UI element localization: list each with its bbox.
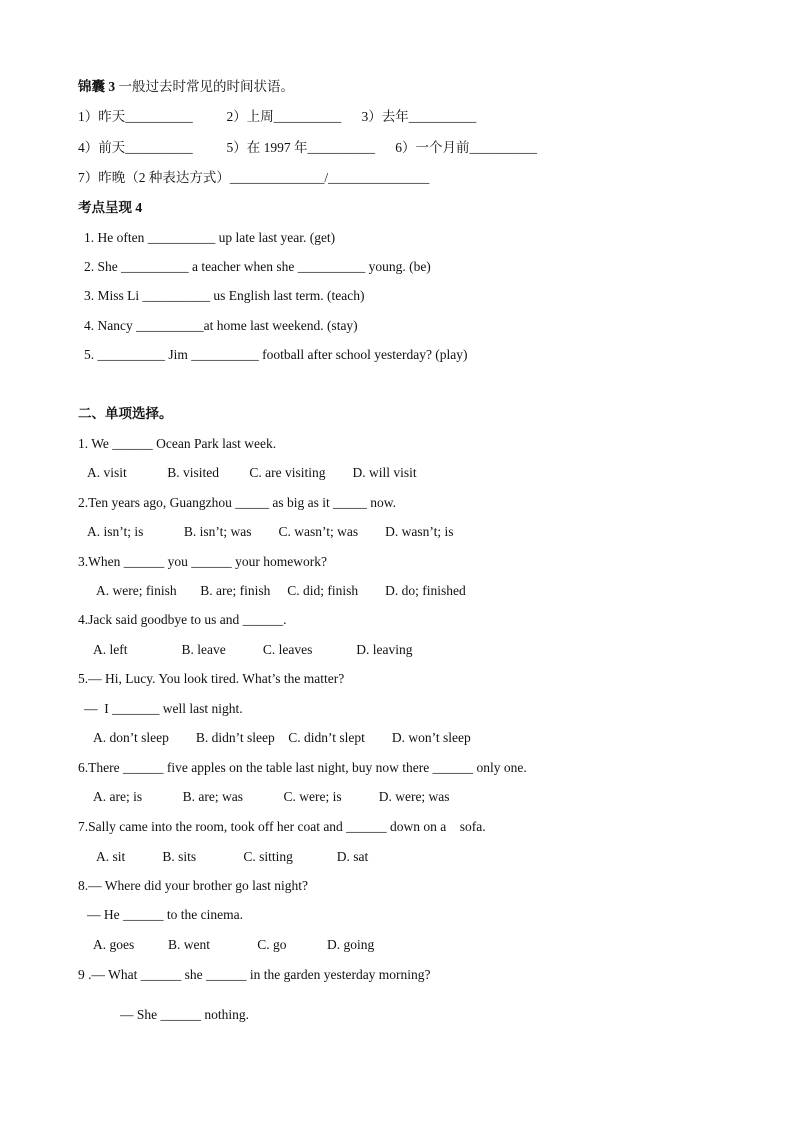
q4-stem: 4.Jack said goodbye to us and ______. [78,612,287,627]
exam-item-1: 1. He often __________ up late last year. (get) [84,230,336,245]
q7-options: A. sit B. sits C. sitting D. sat [96,849,369,864]
q8-reply: — He ______ to the cinema. [87,907,243,922]
q8-options: A. goes B. went C. go D. going [93,937,375,952]
q5-options: A. don’t sleep B. didn’t sleep C. didn’t slept D. won’t sleep [93,730,471,745]
exam-item-2: 2. She __________ a teacher when she __________ young. (be) [84,259,431,274]
q1-stem: 1. We ______ Ocean Park last week. [78,436,277,451]
tips-title-rest: 一般过去时常见的时间状语。 [115,79,294,94]
q3-stem: 3.When ______ you ______ your homework? [78,554,327,569]
q9-reply: — She ______ nothing. [120,1007,250,1022]
tips-title-bold: 锦囊 3 [78,79,116,94]
q6-options: A. are; is B. are; was C. were; is D. were; was [93,789,450,804]
tips-title [78,78,294,96]
exam-item-5: 5. __________ Jim __________ football after school yesterday? (play) [84,347,468,362]
q7-stem: 7.Sally came into the room, took off her coat and ______ down on a sofa. [78,819,486,834]
q3-options: A. were; finish B. are; finish C. did; finish D. do; finished [96,583,466,598]
q2-options: A. isn’t; is B. isn’t; was C. wasn’t; was D. wasn’t; is [87,524,454,539]
q6-stem: 6.There ______ five apples on the table last night, buy now there ______ only one. [78,760,527,775]
tips-row-2: 4）前天__________ 5）在 1997 年__________ 6）一个月前__________ [78,140,537,155]
exam-section-heading: 考点呈现 4 [78,200,143,215]
q5-stem: 5.— Hi, Lucy. You look tired. What’s the matter? [78,671,345,686]
exam-item-3: 3. Miss Li __________ us English last term. (teach) [84,288,365,303]
tips-row-1: 1）昨天__________ 2）上周__________ 3）去年__________ [78,109,477,124]
q1-options: A. visit B. visited C. are visiting D. will visit [87,465,417,480]
mcq-heading: 二、单项选择。 [78,406,173,421]
q2-stem: 2.Ten years ago, Guangzhou _____ as big as it _____ now. [78,495,396,510]
q4-options: A. left B. leave C. leaves D. leaving [93,642,413,657]
q5-reply: — I _______ well last night. [84,701,243,716]
q8-stem: 8.— Where did your brother go last night? [78,878,308,893]
q9-stem: 9 .— What ______ she ______ in the garden yesterday morning? [78,967,431,982]
exam-item-4: 4. Nancy __________at home last weekend. (stay) [84,318,358,333]
tips-row-3: 7）昨晚（2 种表达方式）______________/_______________ [78,170,430,185]
